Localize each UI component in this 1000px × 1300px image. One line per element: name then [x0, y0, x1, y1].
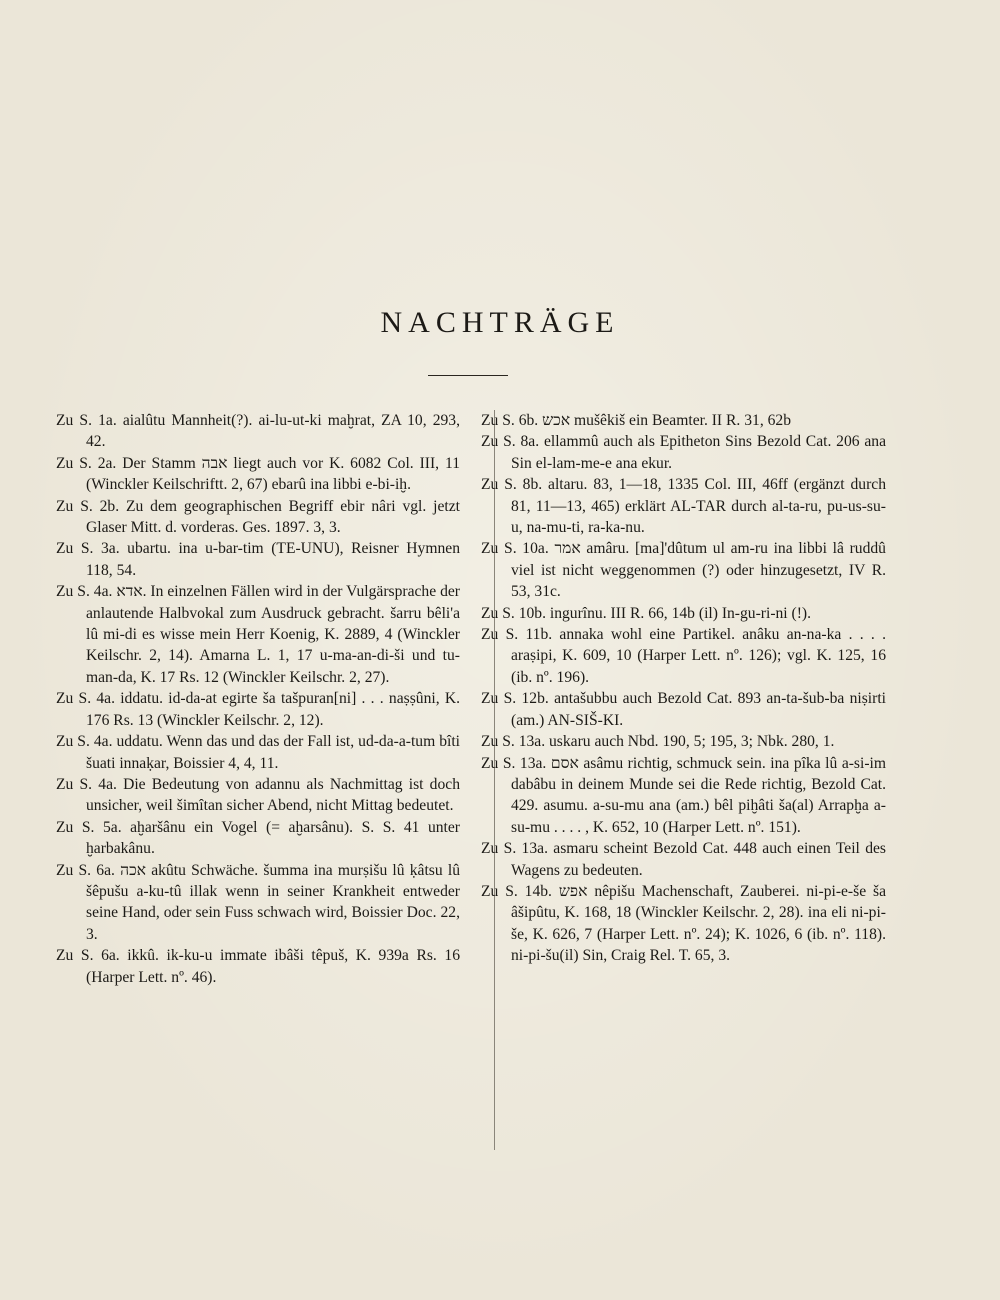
addendum-entry: Zu S. 4a. Die Bedeutung von adannu als Nachmittag ist doch unsicher, weil šimîtan sicher Abend, nicht Mittag bedeutet.: [56, 775, 460, 815]
addendum-entry: Zu S. 2a. Der Stamm אבה liegt auch vor K. 6082 Col. III, 11 (Winckler Keilschriftt. 2, 67) ebarû ina libbi e-bi-iḫ.: [56, 454, 460, 494]
addendum-entry: Zu S. 2b. Zu dem geographischen Begriff ebir nâri vgl. jetzt Glaser Mitt. d. vorderas. Ges. 1897. 3, 3.: [56, 497, 460, 537]
right-column: [481, 410, 886, 967]
addendum-entry: Zu S. 12b. antašubbu auch Bezold Cat. 893 an-ta-šub-ba niṣirti (am.) AN-SIŠ-KI.: [481, 690, 886, 729]
addendum-entry: Zu S. 5a. aḫaršânu ein Vogel (= aḫarsânu). S. S. 41 unter ḫarbakânu.: [56, 818, 460, 858]
addendum-entry: Zu S. 14b. אפש nêpišu Machenschaft, Zauberei. ni-pi-e-še ša âšipûtu, K. 168, 18 (Winckler Keilschr. 2, 28). ina eli ni-pi-še, K. 626, 7 (Harper Lett. nº. 24); K. 1026, 6 (ib. nº. 118). ni-pi-šu(il) Sin, Craig Rel. T. 65, 3.: [481, 882, 886, 965]
addendum-entry: Zu S. 11b. annaka wohl eine Partikel. anâku an-na-ka . . . . araṣipi, K. 609, 10 (Harper Lett. nº. 126); vgl. K. 125, 16 (ib. nº. 196).: [481, 626, 886, 686]
addendum-entry: Zu S. 4a. uddatu. Wenn das und das der Fall ist, ud-da-a-tum bîti šuati innaḳar, Boissier 4, 4, 11.: [56, 733, 460, 772]
addendum-entry: Zu S. 13a. uskaru auch Nbd. 190, 5; 195, 3; Nbk. 280, 1.: [481, 733, 835, 751]
addendum-entry: Zu S. 6b. אכש mušêkiš ein Beamter. II R. 31, 62b: [481, 412, 792, 429]
addendum-entry: Zu S. 1a. aialûtu Mannheit(?). ai-lu-ut-ki maḫrat, ZA 10, 293, 42.: [56, 412, 460, 451]
addendum-entry: Zu S. 3a. ubartu. ina u-bar-tim (TE-UNU), Reisner Hymnen 118, 54.: [56, 540, 460, 579]
addendum-entry: Zu S. 6a. אכה akûtu Schwäche. šumma ina murṣišu lû ḳâtsu lû šêpušu a-ku-tû illak wenn in seiner Krankheit entweder seine Hand, oder sein Fuss schwach wird, Boissier Doc. 22, 3.: [56, 861, 460, 943]
addendum-entry: Zu S. 13a. asmaru scheint Bezold Cat. 448 auch einen Teil des Wagens zu bedeuten.: [481, 840, 886, 879]
left-column: [56, 410, 460, 988]
addendum-entry: Zu S. 13a. אסם asâmu richtig, schmuck sein. ina pîka lû a-si-im dabâbu in deinem Munde sei die Rede richtig, Bezold Cat. 429. asumu. a-su-mu ana (am.) bêl piḫâti ša(al) Arrapḫa a-su-mu . . . . , K. 652, 10 (Harper Lett. nº. 151).: [481, 754, 886, 836]
addendum-entry: Zu S. 10a. אמר amâru. [ma]'dûtum ul am-ru ina libbi lâ ruddû viel ist nicht weggenommen (?) oder hinzugesetzt, IV R. 53, 31c.: [481, 540, 886, 601]
page-title: NACHTRÄGE: [380, 306, 620, 339]
addendum-entry: Zu S. 4a. iddatu. id-da-at egirte ša tašpuran[ni] . . . naṣṣûni, K. 176 Rs. 13 (Winckler Keilschr. 2, 12).: [56, 690, 460, 729]
addendum-entry: Zu S. 4a. אדא. In einzelnen Fällen wird in der Vulgärsprache der anlautende Halbvokal zum Ausdruck gebracht. šarru bêli'a lû mi-di es wisse mein Herr Koenig, K. 2889, 4 (Winckler Keilschr. 2, 14). Amarna L. 1, 17 u-ma-an-di-ši und tu-man-da, K. 17 Rs. 12 (Winckler Keilschr. 2, 27).: [56, 583, 460, 686]
addendum-entry: Zu S. 6a. ikkû. ik-ku-u immate ibâši têpuš, K. 939a Rs. 16 (Harper Lett. nº. 46).: [56, 947, 460, 986]
addendum-entry: Zu S. 8a. ellammû auch als Epitheton Sins Bezold Cat. 206 ana Sin el-lam-me-e ana ekur.: [481, 433, 886, 472]
title-rule: [428, 375, 508, 376]
addendum-entry: Zu S. 10b. ingurînu. III R. 66, 14b (il) In-gu-ri-ni (!).: [481, 604, 812, 622]
addendum-entry: Zu S. 8b. altaru. 83, 1—18, 1335 Col. III, 46ff (ergänzt durch 81, 11—13, 465) erklärt AL-TAR durch al-ta-ru, pu-us-su-u, na-mu-ti, ra-ka-nu.: [481, 476, 886, 537]
